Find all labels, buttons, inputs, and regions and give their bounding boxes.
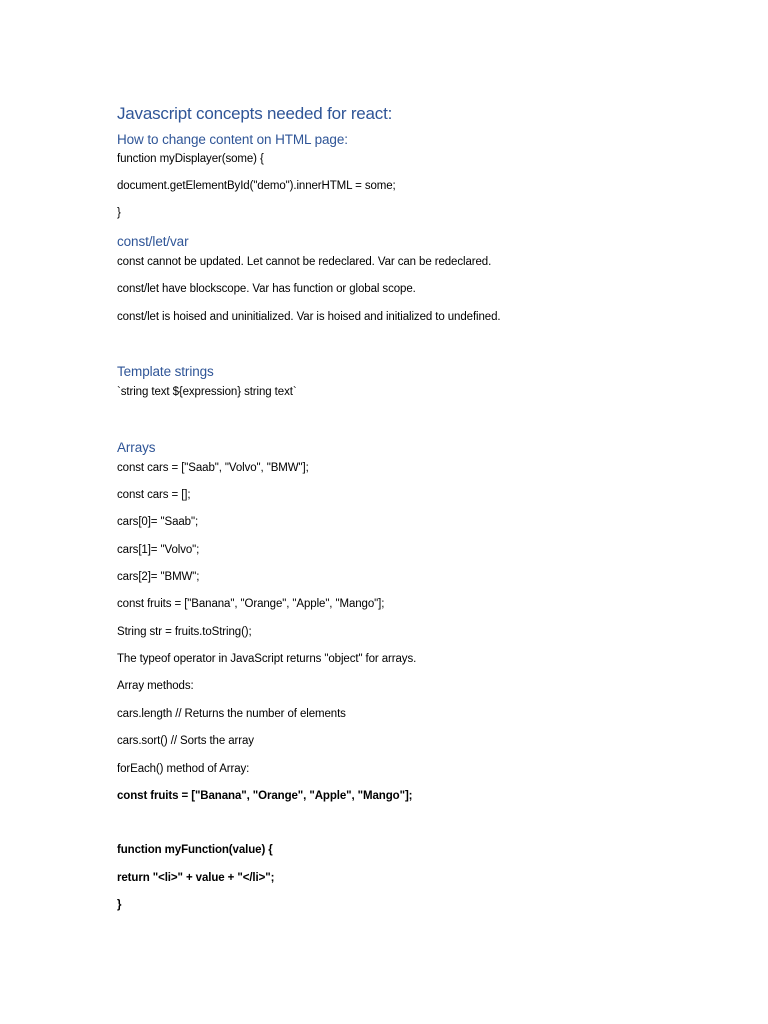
code-line: cars[2]= "BMW"; bbox=[117, 571, 200, 583]
text-line: const/let is hoised and uninitialized. Var is hoised and initialized to undefined. bbox=[117, 311, 501, 323]
text-line: Array methods: bbox=[117, 680, 194, 692]
document-title: Javascript concepts needed for react: bbox=[117, 104, 393, 123]
code-line: cars[1]= "Volvo"; bbox=[117, 544, 200, 556]
section-heading-html-content: How to change content on HTML page: bbox=[117, 132, 348, 147]
code-line: cars.length // Returns the number of elements bbox=[117, 708, 346, 720]
code-line: document.getElementById("demo").innerHTML = some; bbox=[117, 180, 396, 192]
code-line: const fruits = ["Banana", "Orange", "Apple", "Mango"]; bbox=[117, 598, 385, 610]
section-heading-arrays: Arrays bbox=[117, 440, 156, 455]
code-line: const cars = []; bbox=[117, 489, 191, 501]
code-line: cars.sort() // Sorts the array bbox=[117, 735, 254, 747]
code-line: } bbox=[117, 207, 121, 219]
bold-code-line: return "<li>" + value + "</li>"; bbox=[117, 872, 275, 884]
text-line: const cannot be updated. Let cannot be redeclared. Var can be redeclared. bbox=[117, 256, 492, 268]
bold-code-line: const fruits = ["Banana", "Orange", "Apple", "Mango"]; bbox=[117, 790, 413, 802]
code-line: String str = fruits.toString(); bbox=[117, 626, 252, 638]
code-line: cars[0]= "Saab"; bbox=[117, 516, 199, 528]
code-line: function myDisplayer(some) { bbox=[117, 153, 264, 165]
code-line: const cars = ["Saab", "Volvo", "BMW"]; bbox=[117, 462, 309, 474]
section-heading-const-let-var: const/let/var bbox=[117, 234, 189, 249]
bold-code-line: } bbox=[117, 899, 122, 911]
code-line: `string text ${expression} string text` bbox=[117, 386, 297, 398]
text-line: forEach() method of Array: bbox=[117, 763, 250, 775]
section-heading-template-strings: Template strings bbox=[117, 364, 214, 379]
text-line: The typeof operator in JavaScript returns "object" for arrays. bbox=[117, 653, 417, 665]
text-line: const/let have blockscope. Var has function or global scope. bbox=[117, 283, 416, 295]
bold-code-line: function myFunction(value) { bbox=[117, 844, 273, 856]
